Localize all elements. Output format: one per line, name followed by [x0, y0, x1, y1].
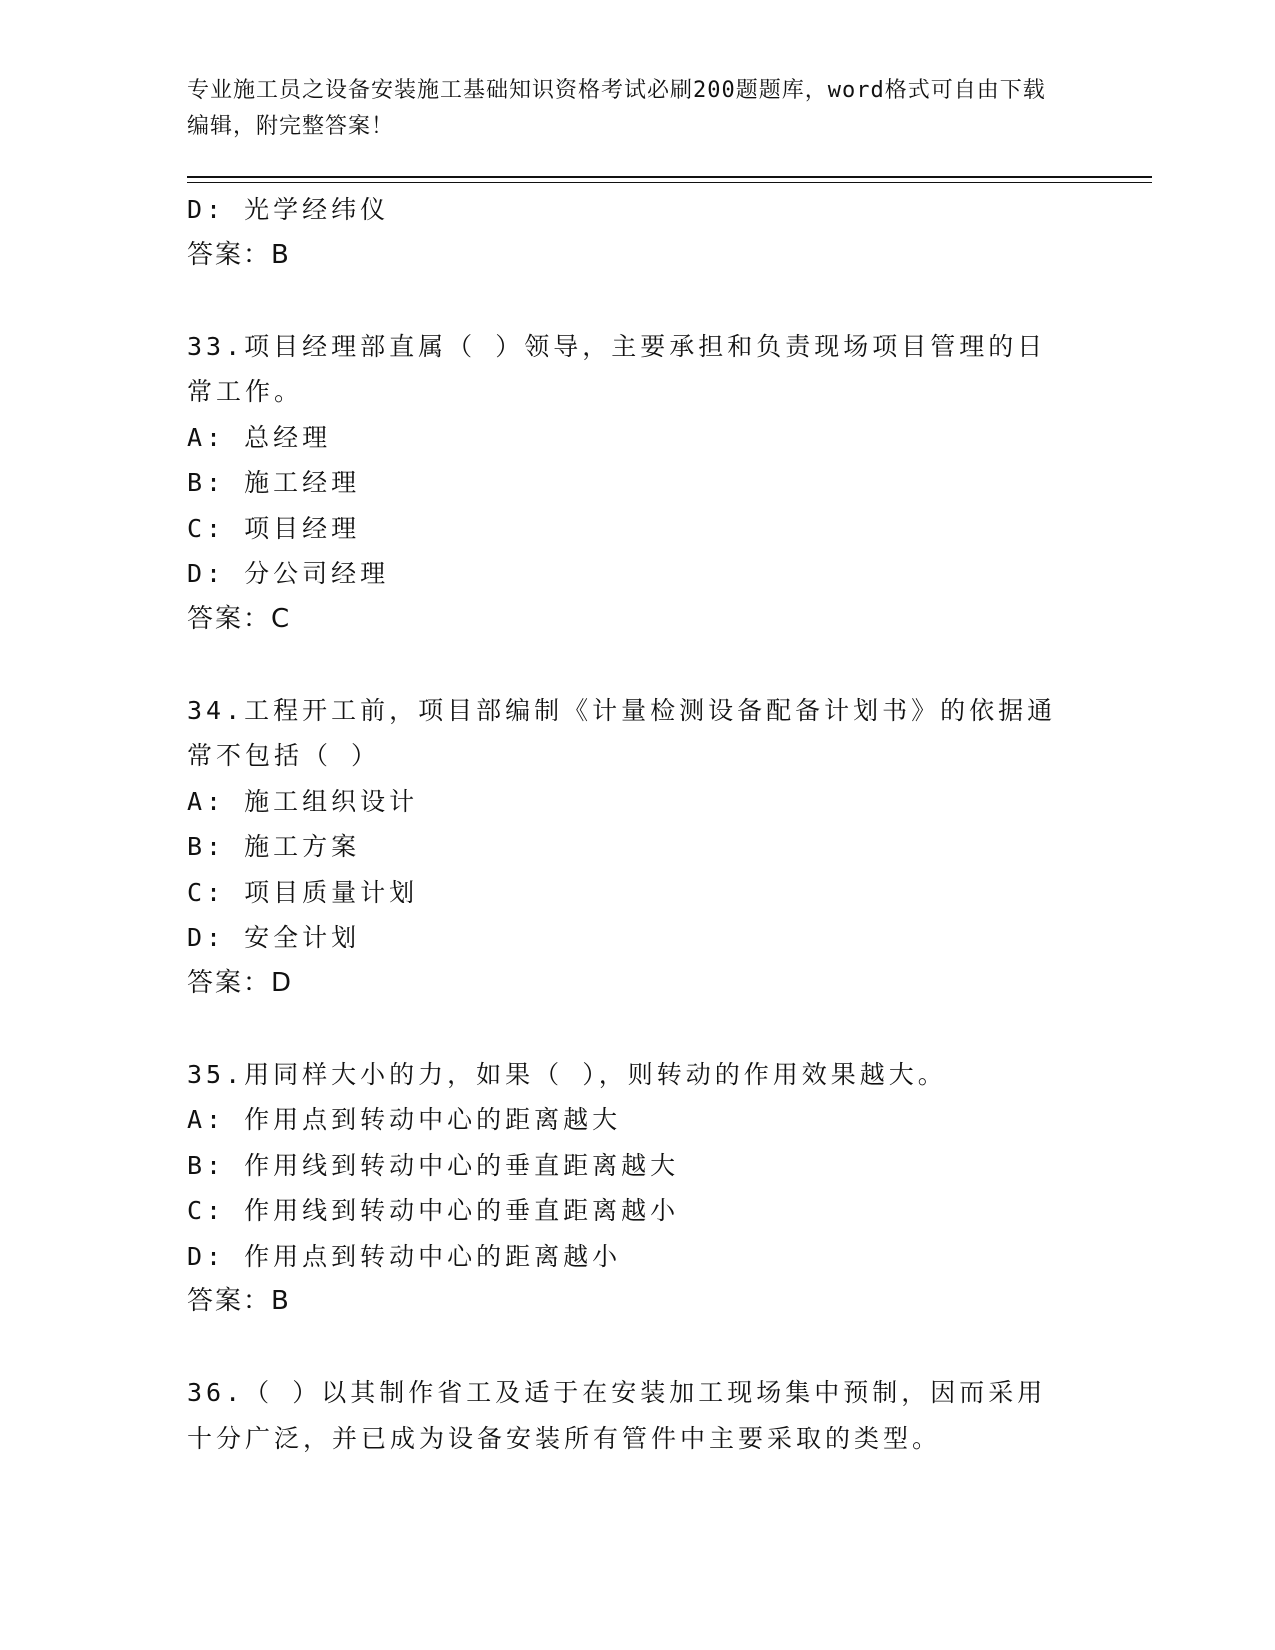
option-a: A: 作用点到转动中心的距离越大 [187, 1105, 622, 1134]
answer-line: 答案：B [187, 239, 291, 270]
question-item [187, 1052, 1067, 1325]
spacer [187, 1006, 1067, 1052]
answer-line: 答案：B [187, 1286, 291, 1316]
option-b: B: 作用线到转动中心的垂直距离越大 [187, 1150, 680, 1180]
answer-line: 答案：C [187, 603, 292, 634]
spacer [187, 278, 1067, 324]
option-c: C: 作用线到转动中心的垂直距离越小 [187, 1196, 680, 1225]
header-rule-thick [187, 176, 1152, 178]
question-text: 35.用同样大小的力，如果（ ），则转动的作用效果越大。 [187, 1059, 947, 1089]
option-d: D: 作用点到转动中心的距离越小 [187, 1241, 622, 1271]
option-c: C: 项目质量计划 [187, 877, 419, 907]
answer-line: 答案：D [187, 967, 294, 998]
option-c: C: 项目经理 [187, 513, 361, 543]
question-text: 33.项目经理部直属（ ）领导，主要承担和负责现场项目管理的日常工作。 [187, 331, 1047, 406]
question-item [187, 324, 1067, 643]
option-b: B: 施工方案 [187, 832, 361, 861]
option-a: A: 总经理 [187, 422, 332, 452]
question-item [187, 688, 1067, 1007]
option-d: D: 光学经纬仪 [187, 195, 390, 224]
document-header: 专业施工员之设备安装施工基础知识资格考试必刷200题题库，word格式可自由下载编辑，附完整答案！ [187, 78, 1046, 139]
header-rule-thin [187, 182, 1152, 183]
option-d: D: 安全计划 [187, 923, 361, 952]
question-item [187, 1370, 1067, 1461]
question-content [187, 187, 1067, 1461]
option-d: D: 分公司经理 [187, 559, 390, 588]
spacer [187, 642, 1067, 688]
question-text: 36.（ ）以其制作省工及适于在安装加工现场集中预制，因而采用十分广泛，并已成为设备安装所有管件中主要采取的类型。 [187, 1378, 1047, 1453]
option-b: B: 施工经理 [187, 468, 361, 497]
spacer [187, 1325, 1067, 1371]
question-text: 34.工程开工前，项目部编制《计量检测设备配备计划书》的依据通常不包括（ ） [187, 695, 1057, 770]
option-a: A: 施工组织设计 [187, 786, 419, 816]
